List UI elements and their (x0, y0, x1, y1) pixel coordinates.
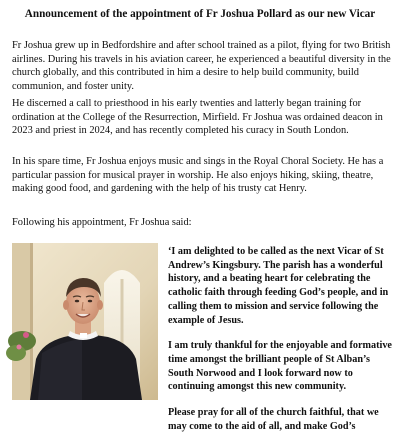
paragraph-background: Fr Joshua grew up in Bedfordshire and after school trained as a pilot, flying for two British airlines. During his travels in his aviation career, he experienced a beautiful diversity in the church globally, and this contributed in him a desire to help build community, build communion, and foster unity. (12, 40, 391, 92)
quote-paragraph: ‘I am delighted to be called as the next Vicar of St Andrew’s Kingsbury. The parish has a wonderful history, and a beating heart for celebrating the catholic faith through feeding God’s people, and in calling them to mission and service following the example of Jesus. (168, 246, 389, 326)
paragraph-interests: In his spare time, Fr Joshua enjoys music and sings in the Royal Choral Society. He has a particular passion for musical prayer in worship. He also enjoys hiking, skiing, theatre, making good food, and gardening with the help of his trusty cat Henry. (12, 156, 384, 195)
paragraph-quote-intro: Following his appointment, Fr Joshua said: (12, 217, 192, 228)
quote-block (168, 245, 394, 445)
paragraph-ordination: He discerned a call to priesthood in his early twenties and latterly began training for ordination at the College of the Resurrection, Mirfield. Fr Joshua was ordained deacon in 2023 and priest in 2024, and has recently completed his curacy in South London. (12, 98, 383, 137)
announcement-title: Announcement of the appointment of Fr Joshua Pollard as our new Vicar (24, 8, 376, 20)
quote-paragraph: I am truly thankful for the enjoyable and formative time amongst the brilliant people of St Alban’s South Norwood and I look forward now to continuing amongst this new community. (168, 340, 392, 393)
portrait-photo (12, 243, 158, 400)
quote-paragraph: Please pray for all of the church faithful, that we may come to the aid of all, and make God’s (168, 407, 379, 432)
